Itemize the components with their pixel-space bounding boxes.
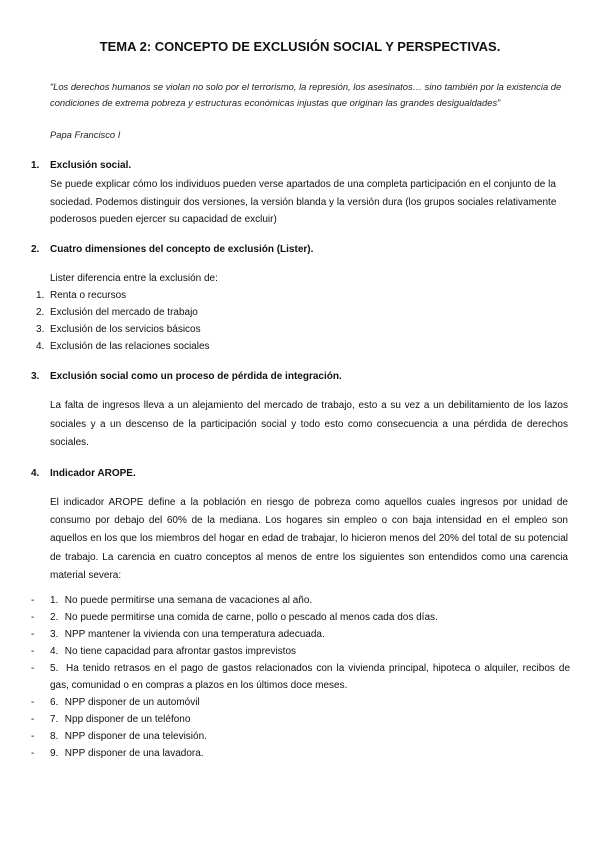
- bullet-item: 1. No puede permitirse una semana de vacaciones al año.: [50, 595, 313, 606]
- bullet-item: 7. Npp disponer de un teléfono: [50, 714, 191, 725]
- section-title: Exclusión social.: [50, 160, 132, 171]
- bullet-dash: -: [31, 629, 35, 640]
- section-2-intro: Lister diferencia entre la exclusión de:: [50, 273, 218, 284]
- bullet-item: 6. NPP disponer de un automóvil: [50, 697, 200, 708]
- section-4-text: El indicador AROPE define a la población en riesgo de pobreza como aquellos cuales ingresos por unidad de consumo por debajo del 60% de la mediana. Los hogares sin empleo o con baja intensidad en el empleo son aquellos en los que los miembros del hogar en edad de trabajar, lo hicieron menos del 20% del total de su potencial de trabajo. La carencia en cuatro conceptos al menos de entre los siguientes son entendidos como una carencia material severa:: [50, 497, 568, 581]
- epigraph-author: Papa Francisco I: [50, 129, 121, 140]
- bullet-item: 2. No puede permitirse una comida de carne, pollo o pescado al menos cada dos días.: [50, 612, 438, 623]
- epigraph-quote: “Los derechos humanos se violan no solo por el terrorismo, la represión, los asesinatos… sino también por la existencia de condiciones de extrema pobreza y estructuras económicas injustas que originan las grandes desigualdades”: [50, 81, 562, 108]
- bullet-dash: -: [31, 697, 35, 708]
- bullet-item: 3. NPP mantener la vivienda con una temperatura adecuada.: [50, 629, 325, 640]
- bullet-dash: -: [31, 731, 35, 742]
- bullet-dash: -: [31, 646, 35, 657]
- section-number: 4.: [31, 468, 40, 479]
- section-heading-4: [31, 466, 136, 483]
- bullet-dash: -: [31, 612, 35, 623]
- section-number: 1.: [31, 160, 40, 171]
- section-heading-1: [31, 158, 131, 175]
- section-title: Indicador AROPE.: [50, 468, 136, 479]
- section-1-text: Se puede explicar cómo los individuos pueden verse apartados de una completa participación en el conjunto de la sociedad. Podemos distinguir dos versiones, la versión blanda y la versión dura (los grupos sociales relativamente poderosos pueden ejercer su capacidad de excluir): [50, 179, 557, 225]
- list-item: 3. Exclusión de los servicios básicos: [36, 324, 201, 335]
- section-3-text: La falta de ingresos lleva a un alejamiento del mercado de trabajo, esto a su vez a un debilitamiento de los lazos sociales y a un descenso de la participación social y todo esto como consecuencia a una pérdida de derechos sociales.: [50, 400, 568, 448]
- list-item: 2. Exclusión del mercado de trabajo: [36, 307, 198, 318]
- list-item: 4. Exclusión de las relaciones sociales: [36, 341, 210, 352]
- bullet-dash: -: [31, 663, 35, 674]
- bullet-dash: -: [31, 595, 35, 606]
- section-title: Cuatro dimensiones del concepto de exclusión (Lister).: [50, 244, 314, 255]
- bullet-item: 8. NPP disponer de una televisión.: [50, 731, 207, 742]
- section-number: 3.: [31, 371, 40, 382]
- section-title: Exclusión social como un proceso de pérdida de integración.: [50, 371, 342, 382]
- list-item: 1. Renta o recursos: [36, 290, 127, 301]
- section-number: 2.: [31, 244, 40, 255]
- section-heading-3: [31, 369, 342, 386]
- bullet-item: 4. No tiene capacidad para afrontar gastos imprevistos: [50, 646, 297, 657]
- page-title: TEMA 2: CONCEPTO DE EXCLUSIÓN SOCIAL Y PERSPECTIVAS.: [99, 39, 501, 54]
- bullet-dash: -: [31, 714, 35, 725]
- bullet-item: 5. Ha tenido retrasos en el pago de gastos relacionados con la vivienda principal, hipoteca o alquiler, recibos de gas, comunidad o en compras a plazos en los últimos doce meses.: [50, 663, 571, 691]
- section-heading-2: [31, 242, 313, 259]
- bullet-dash: -: [31, 748, 35, 759]
- bullet-item: 9. NPP disponer de una lavadora.: [50, 748, 204, 759]
